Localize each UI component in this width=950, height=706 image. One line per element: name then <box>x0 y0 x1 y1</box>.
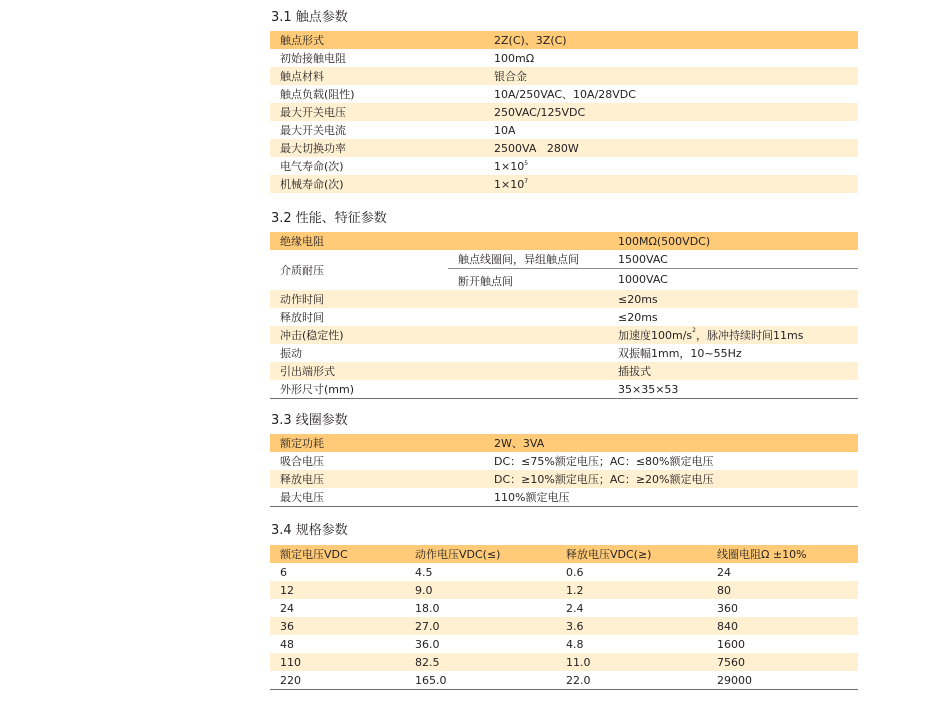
cell: 6 <box>270 563 405 581</box>
cell: 48 <box>270 635 405 653</box>
table-row <box>270 175 858 193</box>
table-row <box>270 67 858 85</box>
coil-params-table <box>270 434 858 507</box>
row-value: 1000VAC <box>608 269 858 291</box>
row-value: ≤20ms <box>608 308 858 326</box>
table-header-row <box>270 545 858 563</box>
spec-params-table <box>270 545 858 690</box>
row-sub <box>448 232 608 250</box>
table-row <box>270 290 858 308</box>
section-title-spec-params: 3.4 规格参数 <box>271 523 348 538</box>
table-row <box>270 308 858 326</box>
row-value <box>484 175 858 193</box>
row-value <box>608 326 858 344</box>
row-value: 250VAC/125VDC <box>484 103 858 121</box>
row-label: 初始接触电阻 <box>270 49 484 67</box>
cell: 9.0 <box>405 581 556 599</box>
row-value: 1500VAC <box>608 250 858 269</box>
row-label: 触点负载(阻性) <box>270 85 484 103</box>
cell: 24 <box>270 599 405 617</box>
row-label: 机械寿命(次) <box>270 175 484 193</box>
cell: 24 <box>707 563 858 581</box>
row-label: 触点材料 <box>270 67 484 85</box>
cell: 36.0 <box>405 635 556 653</box>
cell: 18.0 <box>405 599 556 617</box>
row-value: ≤20ms <box>608 290 858 308</box>
row-value: 100mΩ <box>484 49 858 67</box>
table-row <box>270 671 858 690</box>
table-row <box>270 85 858 103</box>
row-value <box>484 157 858 175</box>
row-value: 100MΩ(500VDC) <box>608 232 858 250</box>
cell: 82.5 <box>405 653 556 671</box>
cell: 4.5 <box>405 563 556 581</box>
cell: 36 <box>270 617 405 635</box>
table-row <box>270 653 858 671</box>
row-label: 最大开关电压 <box>270 103 484 121</box>
row-label: 释放电压 <box>270 470 484 488</box>
table-row <box>270 617 858 635</box>
table-row <box>270 434 858 452</box>
row-label: 最大电压 <box>270 488 484 507</box>
cell: 11.0 <box>556 653 707 671</box>
performance-params-table <box>270 232 858 399</box>
cell: 4.8 <box>556 635 707 653</box>
cell: 7560 <box>707 653 858 671</box>
section-title-coil-params: 3.3 线圈参数 <box>271 413 348 428</box>
table-row <box>270 157 858 175</box>
row-value: 10A <box>484 121 858 139</box>
column-header: 释放电压VDC(≥) <box>556 545 707 563</box>
table-row <box>270 31 858 49</box>
row-label: 绝缘电阻 <box>270 232 448 250</box>
row-sub: 断开触点间 <box>448 269 608 291</box>
cell: 165.0 <box>405 671 556 690</box>
cell: 80 <box>707 581 858 599</box>
row-value: 插拔式 <box>608 362 858 380</box>
table-row <box>270 250 858 269</box>
row-label: 额定功耗 <box>270 434 484 452</box>
value-base: 1×10 <box>494 177 525 191</box>
cell: 1600 <box>707 635 858 653</box>
value-suffix: ，脉冲持续时间11ms <box>695 329 804 342</box>
row-label: 振动 <box>270 344 448 362</box>
column-header: 线圈电阻Ω ±10% <box>707 545 858 563</box>
row-value: 10A/250VAC、10A/28VDC <box>484 85 858 103</box>
table-row <box>270 581 858 599</box>
row-sub: 触点线圈间，异组触点间 <box>448 250 608 269</box>
row-value: 2W、3VA <box>484 434 858 452</box>
table-row <box>270 488 858 507</box>
row-value: 110%额定电压 <box>484 488 858 507</box>
row-value: DC：≥10%额定电压；AC：≥20%额定电压 <box>484 470 858 488</box>
cell: 2.4 <box>556 599 707 617</box>
row-label: 引出端形式 <box>270 362 448 380</box>
row-label: 动作时间 <box>270 290 448 308</box>
row-value: DC：≤75%额定电压；AC：≤80%额定电压 <box>484 452 858 470</box>
table-row <box>270 139 858 157</box>
cell: 1.2 <box>556 581 707 599</box>
value-exponent: 2 <box>692 327 696 334</box>
value-base: 加速度100m/s <box>618 329 693 342</box>
row-value: 银合金 <box>484 67 858 85</box>
cell: 29000 <box>707 671 858 690</box>
value-base: 1×10 <box>494 159 525 173</box>
value-exponent: 7 <box>524 177 529 185</box>
row-label: 最大开关电流 <box>270 121 484 139</box>
table-row <box>270 49 858 67</box>
row-label: 电气寿命(次) <box>270 157 484 175</box>
cell: 12 <box>270 581 405 599</box>
row-value: 35×35×53 <box>608 380 858 399</box>
table-row <box>270 326 858 344</box>
row-label: 吸合电压 <box>270 452 484 470</box>
row-value: 双振幅1mm，10~55Hz <box>608 344 858 362</box>
cell: 22.0 <box>556 671 707 690</box>
column-header: 动作电压VDC(≤) <box>405 545 556 563</box>
row-label: 外形尺寸(mm) <box>270 380 448 399</box>
value-exponent: 5 <box>524 159 529 167</box>
table-row <box>270 635 858 653</box>
row-value: 2Z(C)、3Z(C) <box>484 31 858 49</box>
contact-params-table <box>270 31 858 193</box>
row-label: 释放时间 <box>270 308 448 326</box>
cell: 360 <box>707 599 858 617</box>
row-label: 触点形式 <box>270 31 484 49</box>
table-row <box>270 599 858 617</box>
table-row <box>270 362 858 380</box>
cell: 220 <box>270 671 405 690</box>
cell: 27.0 <box>405 617 556 635</box>
cell: 3.6 <box>556 617 707 635</box>
column-header: 额定电压VDC <box>270 545 405 563</box>
row-label: 最大切换功率 <box>270 139 484 157</box>
section-title-performance-params: 3.2 性能、特征参数 <box>271 211 387 226</box>
table-row <box>270 452 858 470</box>
cell: 0.6 <box>556 563 707 581</box>
cell: 110 <box>270 653 405 671</box>
table-row <box>270 380 858 399</box>
row-label: 介质耐压 <box>270 250 448 290</box>
table-row <box>270 121 858 139</box>
table-row <box>270 103 858 121</box>
table-row <box>270 344 858 362</box>
table-row <box>270 470 858 488</box>
section-title-contact-params: 3.1 触点参数 <box>271 10 348 25</box>
cell: 840 <box>707 617 858 635</box>
row-value: 2500VA 280W <box>484 139 858 157</box>
row-label: 冲击(稳定性) <box>270 326 448 344</box>
table-row <box>270 232 858 250</box>
table-row <box>270 563 858 581</box>
